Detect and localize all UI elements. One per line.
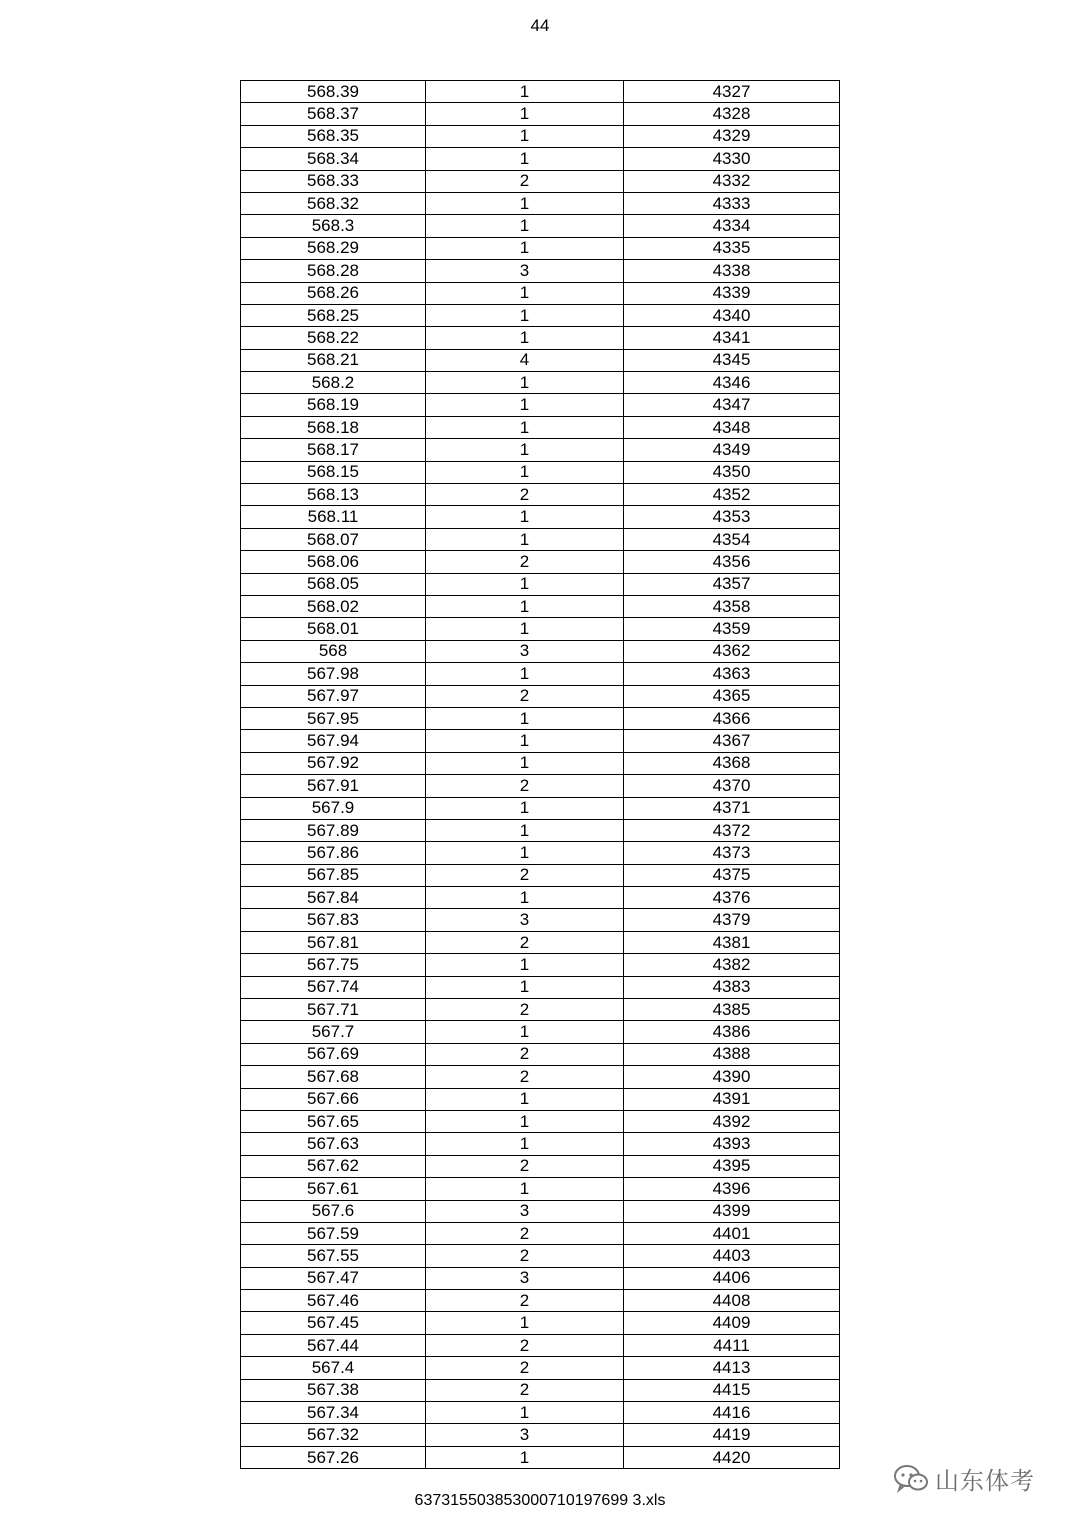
table-row: [241, 394, 840, 416]
score-cell: 568.26: [241, 282, 426, 304]
rank-cell: 4346: [624, 372, 840, 394]
score-cell: 568.18: [241, 416, 426, 438]
table-row: [241, 170, 840, 192]
table-row: [241, 1222, 840, 1244]
count-cell: 3: [426, 909, 624, 931]
score-cell: 567.45: [241, 1312, 426, 1334]
table-row: [241, 349, 840, 371]
score-cell: 567.86: [241, 842, 426, 864]
score-cell: 567.61: [241, 1178, 426, 1200]
count-cell: 1: [426, 192, 624, 214]
rank-cell: 4330: [624, 148, 840, 170]
rank-cell: 4386: [624, 1021, 840, 1043]
rank-cell: 4396: [624, 1178, 840, 1200]
count-cell: 1: [426, 81, 624, 103]
watermark-text: 山东体考: [935, 1467, 1035, 1495]
table-row: [241, 551, 840, 573]
rank-cell: 4362: [624, 640, 840, 662]
table-row: [241, 237, 840, 259]
score-cell: 568.15: [241, 461, 426, 483]
table-row: [241, 304, 840, 326]
rank-cell: 4349: [624, 439, 840, 461]
count-cell: 1: [426, 707, 624, 729]
count-cell: 1: [426, 887, 624, 909]
count-cell: 1: [426, 237, 624, 259]
count-cell: 1: [426, 327, 624, 349]
rank-cell: 4329: [624, 125, 840, 147]
rank-cell: 4348: [624, 416, 840, 438]
table-row: [241, 439, 840, 461]
table-row: [241, 192, 840, 214]
rank-cell: 4382: [624, 954, 840, 976]
score-cell: 568.07: [241, 528, 426, 550]
page-number: 44: [530, 16, 550, 35]
count-cell: 2: [426, 1066, 624, 1088]
rank-cell: 4333: [624, 192, 840, 214]
rank-cell: 4370: [624, 775, 840, 797]
count-cell: 1: [426, 215, 624, 237]
table-row: [241, 1402, 840, 1424]
footer-filename: 637315503853000710197699 3.xls: [414, 1492, 666, 1509]
table-row: [241, 506, 840, 528]
count-cell: 1: [426, 618, 624, 640]
table-row: [241, 1066, 840, 1088]
table-row: [241, 148, 840, 170]
score-cell: 567.95: [241, 707, 426, 729]
score-cell: 567.84: [241, 887, 426, 909]
score-cell: 567.65: [241, 1110, 426, 1132]
score-cell: 568.35: [241, 125, 426, 147]
score-cell: 567.89: [241, 819, 426, 841]
rank-cell: 4411: [624, 1334, 840, 1356]
table-row: [241, 81, 840, 103]
score-cell: 567.98: [241, 663, 426, 685]
rank-cell: 4368: [624, 752, 840, 774]
table-row: [241, 1245, 840, 1267]
count-cell: 2: [426, 170, 624, 192]
rank-cell: 4332: [624, 170, 840, 192]
score-cell: 567.92: [241, 752, 426, 774]
score-cell: 567.69: [241, 1043, 426, 1065]
score-cell: 567.9: [241, 797, 426, 819]
rank-cell: 4371: [624, 797, 840, 819]
rank-cell: 4381: [624, 931, 840, 953]
count-cell: 1: [426, 730, 624, 752]
table-row: [241, 1155, 840, 1177]
table-row: [241, 909, 840, 931]
table-row: [241, 931, 840, 953]
count-cell: 2: [426, 775, 624, 797]
score-cell: 568: [241, 640, 426, 662]
score-cell: 568.13: [241, 484, 426, 506]
table-row: [241, 1379, 840, 1401]
table-row: [241, 1446, 840, 1468]
count-cell: 1: [426, 125, 624, 147]
count-cell: 2: [426, 484, 624, 506]
count-cell: 2: [426, 1043, 624, 1065]
score-cell: 567.55: [241, 1245, 426, 1267]
rank-cell: 4403: [624, 1245, 840, 1267]
table-row: [241, 260, 840, 282]
count-cell: 1: [426, 506, 624, 528]
score-cell: 567.68: [241, 1066, 426, 1088]
table-row: [241, 707, 840, 729]
count-cell: 4: [426, 349, 624, 371]
rank-cell: 4347: [624, 394, 840, 416]
table-row: [241, 864, 840, 886]
rank-cell: 4392: [624, 1110, 840, 1132]
table-row: [241, 461, 840, 483]
score-cell: 568.01: [241, 618, 426, 640]
table-row: [241, 1424, 840, 1446]
count-cell: 3: [426, 1200, 624, 1222]
rank-cell: 4354: [624, 528, 840, 550]
count-cell: 1: [426, 439, 624, 461]
count-cell: 1: [426, 663, 624, 685]
table-row: [241, 999, 840, 1021]
count-cell: 3: [426, 1267, 624, 1289]
score-cell: 568.02: [241, 595, 426, 617]
table-row: [241, 1178, 840, 1200]
rank-cell: 4353: [624, 506, 840, 528]
score-cell: 567.46: [241, 1290, 426, 1312]
table-row: [241, 1110, 840, 1132]
count-cell: 3: [426, 640, 624, 662]
score-cell: 568.32: [241, 192, 426, 214]
score-cell: 567.81: [241, 931, 426, 953]
count-cell: 1: [426, 1178, 624, 1200]
score-cell: 568.22: [241, 327, 426, 349]
table-row: [241, 819, 840, 841]
rank-cell: 4385: [624, 999, 840, 1021]
count-cell: 3: [426, 260, 624, 282]
count-cell: 1: [426, 372, 624, 394]
table-row: [241, 1043, 840, 1065]
table-row: [241, 618, 840, 640]
count-cell: 1: [426, 1402, 624, 1424]
rank-cell: 4415: [624, 1379, 840, 1401]
count-cell: 1: [426, 394, 624, 416]
count-cell: 2: [426, 1155, 624, 1177]
score-cell: 567.7: [241, 1021, 426, 1043]
score-table: [240, 80, 840, 1469]
rank-cell: 4393: [624, 1133, 840, 1155]
score-cell: 567.71: [241, 999, 426, 1021]
score-cell: 567.74: [241, 976, 426, 998]
count-cell: 3: [426, 1424, 624, 1446]
rank-cell: 4375: [624, 864, 840, 886]
rank-cell: 4350: [624, 461, 840, 483]
score-cell: 568.29: [241, 237, 426, 259]
table-row: [241, 327, 840, 349]
rank-cell: 4409: [624, 1312, 840, 1334]
table-row: [241, 1267, 840, 1289]
count-cell: 1: [426, 461, 624, 483]
rank-cell: 4390: [624, 1066, 840, 1088]
score-cell: 567.83: [241, 909, 426, 931]
table-row: [241, 125, 840, 147]
table-row: [241, 484, 840, 506]
count-cell: 1: [426, 528, 624, 550]
score-cell: 567.26: [241, 1446, 426, 1468]
table-row: [241, 573, 840, 595]
rank-cell: 4341: [624, 327, 840, 349]
table-row: [241, 282, 840, 304]
rank-cell: 4334: [624, 215, 840, 237]
score-cell: 568.17: [241, 439, 426, 461]
score-cell: 567.63: [241, 1133, 426, 1155]
rank-cell: 4408: [624, 1290, 840, 1312]
count-cell: 1: [426, 416, 624, 438]
table-row: [241, 752, 840, 774]
count-cell: 1: [426, 752, 624, 774]
table-row: [241, 1334, 840, 1356]
rank-cell: 4376: [624, 887, 840, 909]
score-cell: 568.37: [241, 103, 426, 125]
count-cell: 1: [426, 282, 624, 304]
table-row: [241, 640, 840, 662]
rank-cell: 4420: [624, 1446, 840, 1468]
rank-cell: 4365: [624, 685, 840, 707]
table-row: [241, 976, 840, 998]
wechat-icon: [893, 1464, 929, 1494]
table-row: [241, 797, 840, 819]
count-cell: 2: [426, 1379, 624, 1401]
count-cell: 1: [426, 819, 624, 841]
rank-cell: 4395: [624, 1155, 840, 1177]
rank-cell: 4363: [624, 663, 840, 685]
table-row: [241, 730, 840, 752]
rank-cell: 4379: [624, 909, 840, 931]
score-cell: 568.2: [241, 372, 426, 394]
rank-cell: 4367: [624, 730, 840, 752]
table-row: [241, 1200, 840, 1222]
count-cell: 1: [426, 573, 624, 595]
score-cell: 567.97: [241, 685, 426, 707]
table-row: [241, 663, 840, 685]
score-cell: 567.32: [241, 1424, 426, 1446]
count-cell: 2: [426, 931, 624, 953]
score-cell: 567.94: [241, 730, 426, 752]
rank-cell: 4366: [624, 707, 840, 729]
rank-cell: 4372: [624, 819, 840, 841]
score-cell: 567.91: [241, 775, 426, 797]
score-cell: 568.11: [241, 506, 426, 528]
table-row: [241, 595, 840, 617]
score-cell: 567.85: [241, 864, 426, 886]
count-cell: 2: [426, 1222, 624, 1244]
score-cell: 568.39: [241, 81, 426, 103]
table-row: [241, 416, 840, 438]
rank-cell: 4358: [624, 595, 840, 617]
table-row: [241, 1021, 840, 1043]
count-cell: 1: [426, 842, 624, 864]
count-cell: 1: [426, 1021, 624, 1043]
rank-cell: 4359: [624, 618, 840, 640]
table-row: [241, 954, 840, 976]
count-cell: 2: [426, 1334, 624, 1356]
watermark: [893, 1461, 1035, 1496]
rank-cell: 4335: [624, 237, 840, 259]
score-cell: 568.34: [241, 148, 426, 170]
rank-cell: 4328: [624, 103, 840, 125]
count-cell: 1: [426, 595, 624, 617]
count-cell: 1: [426, 1088, 624, 1110]
score-cell: 567.59: [241, 1222, 426, 1244]
count-cell: 2: [426, 685, 624, 707]
count-cell: 2: [426, 551, 624, 573]
score-cell: 568.21: [241, 349, 426, 371]
score-cell: 568.33: [241, 170, 426, 192]
score-cell: 568.05: [241, 573, 426, 595]
count-cell: 1: [426, 103, 624, 125]
table-row: [241, 685, 840, 707]
rank-cell: 4356: [624, 551, 840, 573]
count-cell: 1: [426, 304, 624, 326]
rank-cell: 4339: [624, 282, 840, 304]
count-cell: 1: [426, 954, 624, 976]
count-cell: 1: [426, 1133, 624, 1155]
count-cell: 1: [426, 797, 624, 819]
count-cell: 1: [426, 1110, 624, 1132]
table-row: [241, 1133, 840, 1155]
score-cell: 567.62: [241, 1155, 426, 1177]
rank-cell: 4419: [624, 1424, 840, 1446]
count-cell: 2: [426, 1290, 624, 1312]
table-row: [241, 372, 840, 394]
table-row: [241, 775, 840, 797]
score-cell: 568.19: [241, 394, 426, 416]
table-row: [241, 1312, 840, 1334]
table-row: [241, 1088, 840, 1110]
rank-cell: 4338: [624, 260, 840, 282]
rank-cell: 4391: [624, 1088, 840, 1110]
table-row: [241, 842, 840, 864]
score-cell: 567.4: [241, 1357, 426, 1379]
count-cell: 2: [426, 999, 624, 1021]
rank-cell: 4388: [624, 1043, 840, 1065]
rank-cell: 4406: [624, 1267, 840, 1289]
count-cell: 1: [426, 976, 624, 998]
count-cell: 2: [426, 1245, 624, 1267]
score-cell: 568.25: [241, 304, 426, 326]
rank-cell: 4416: [624, 1402, 840, 1424]
table-row: [241, 1290, 840, 1312]
table-body: [241, 81, 840, 1469]
rank-cell: 4383: [624, 976, 840, 998]
count-cell: 2: [426, 864, 624, 886]
table-row: [241, 1357, 840, 1379]
rank-cell: 4413: [624, 1357, 840, 1379]
score-cell: 567.66: [241, 1088, 426, 1110]
table-row: [241, 887, 840, 909]
rank-cell: 4401: [624, 1222, 840, 1244]
score-cell: 567.47: [241, 1267, 426, 1289]
score-cell: 568.28: [241, 260, 426, 282]
score-cell: 567.44: [241, 1334, 426, 1356]
table-row: [241, 103, 840, 125]
score-cell: 567.75: [241, 954, 426, 976]
rank-cell: 4357: [624, 573, 840, 595]
score-cell: 568.06: [241, 551, 426, 573]
count-cell: 2: [426, 1357, 624, 1379]
rank-cell: 4399: [624, 1200, 840, 1222]
rank-cell: 4327: [624, 81, 840, 103]
table-row: [241, 215, 840, 237]
rank-cell: 4373: [624, 842, 840, 864]
rank-cell: 4345: [624, 349, 840, 371]
rank-cell: 4340: [624, 304, 840, 326]
score-cell: 567.38: [241, 1379, 426, 1401]
count-cell: 1: [426, 148, 624, 170]
count-cell: 1: [426, 1312, 624, 1334]
score-cell: 568.3: [241, 215, 426, 237]
score-cell: 567.34: [241, 1402, 426, 1424]
count-cell: 1: [426, 1446, 624, 1468]
rank-cell: 4352: [624, 484, 840, 506]
score-cell: 567.6: [241, 1200, 426, 1222]
table-row: [241, 528, 840, 550]
